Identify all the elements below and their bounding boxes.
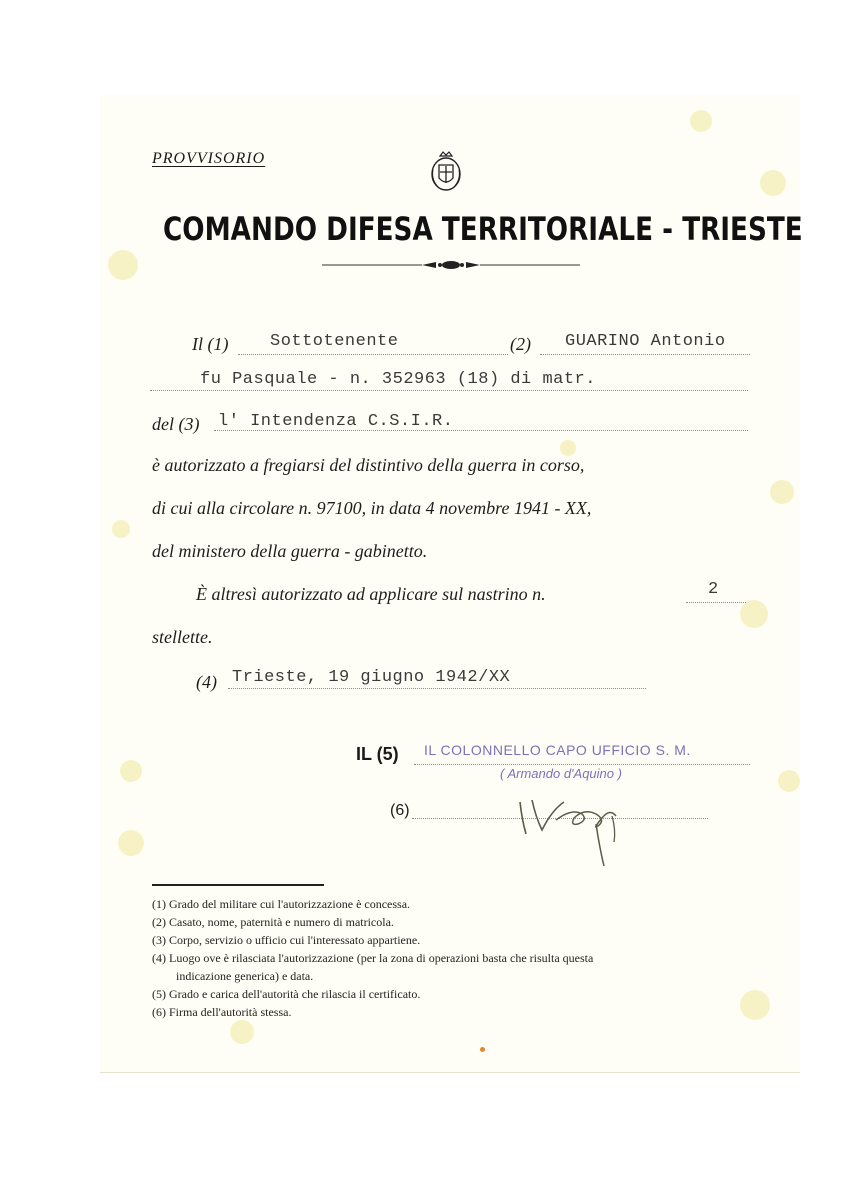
paper-stain bbox=[108, 250, 138, 280]
dotted-line bbox=[214, 430, 748, 431]
authority-stamp: IL COLONNELLO CAPO UFFICIO S. M. bbox=[424, 742, 691, 758]
place-date-value: Trieste, 19 giugno 1942/XX bbox=[232, 668, 511, 687]
name-value: GUARINO Antonio bbox=[565, 332, 726, 351]
field-label-place: (4) bbox=[196, 672, 217, 692]
provisional-label: PROVVISORIO bbox=[152, 150, 266, 167]
footnote-3: (3) Corpo, servizio o ufficio cui l'interessato appartiene. bbox=[152, 933, 421, 947]
signature-label: (6) bbox=[390, 802, 410, 819]
stamp-name: ( Armando d'Aquino ) bbox=[500, 766, 622, 781]
circular-reference: di cui alla circolare n. 97100, in data 4 novembre 1941 - XX, bbox=[152, 498, 592, 518]
dotted-line bbox=[228, 688, 646, 689]
footnote-6: (6) Firma dell'autorità stessa. bbox=[152, 1005, 292, 1019]
field-label-unit: del (3) bbox=[152, 414, 200, 434]
paper-bottom-edge bbox=[100, 1072, 800, 1073]
paper-stain bbox=[112, 520, 130, 538]
ribbon-authorization: È altresì autorizzato ad applicare sul nastrino n. bbox=[196, 584, 546, 604]
rank-value: Sottotenente bbox=[270, 332, 399, 351]
paper-stain bbox=[118, 830, 144, 856]
dotted-line bbox=[540, 354, 750, 355]
coat-of-arms-icon bbox=[429, 150, 463, 194]
footnote-4: (4) Luogo ove è rilasciata l'autorizzazione (per la zona di operazioni basta che risulta questa bbox=[152, 951, 594, 965]
stars-count-value: 2 bbox=[708, 580, 719, 599]
authority-label: IL (5) bbox=[356, 744, 399, 764]
paper-stain bbox=[120, 760, 142, 782]
paper-stain bbox=[690, 110, 712, 132]
field-label-rank: Il (1) bbox=[192, 334, 229, 354]
paper-stain bbox=[740, 600, 768, 628]
footnote-2: (2) Casato, nome, paternità e numero di matricola. bbox=[152, 915, 394, 929]
paper-stain bbox=[230, 1020, 254, 1044]
paper-stain bbox=[740, 990, 770, 1020]
document-title: COMANDO DIFESA TERRITORIALE - TRIESTE bbox=[163, 210, 803, 248]
paper-stain bbox=[770, 480, 794, 504]
paper-stain bbox=[778, 770, 800, 792]
field-label-name: (2) bbox=[510, 334, 531, 354]
dotted-line bbox=[238, 354, 508, 355]
authorization-text: è autorizzato a fregiarsi del distintivo della guerra in corso, bbox=[152, 455, 585, 475]
footnote-separator bbox=[152, 884, 324, 886]
paternity-value: fu Pasquale - n. 352963 (18) di matr. bbox=[200, 370, 596, 389]
dotted-line bbox=[686, 602, 746, 603]
footnote-5: (5) Grado e carica dell'autorità che rilascia il certificato. bbox=[152, 987, 421, 1001]
ministry-reference: del ministero della guerra - gabinetto. bbox=[152, 541, 428, 561]
handwritten-signature bbox=[512, 790, 632, 870]
paper-stain bbox=[560, 440, 576, 456]
paper-stain bbox=[760, 170, 786, 196]
dotted-line bbox=[150, 390, 748, 391]
stars-word: stellette. bbox=[152, 627, 213, 647]
dotted-line bbox=[414, 764, 750, 765]
footnote-1: (1) Grado del militare cui l'autorizzazione è concessa. bbox=[152, 897, 411, 911]
footnote-4-continued: indicazione generica) e data. bbox=[176, 969, 314, 983]
paper-spot bbox=[480, 1047, 485, 1052]
unit-value: l' Intendenza C.S.I.R. bbox=[218, 412, 454, 431]
title-ornament bbox=[322, 258, 580, 272]
